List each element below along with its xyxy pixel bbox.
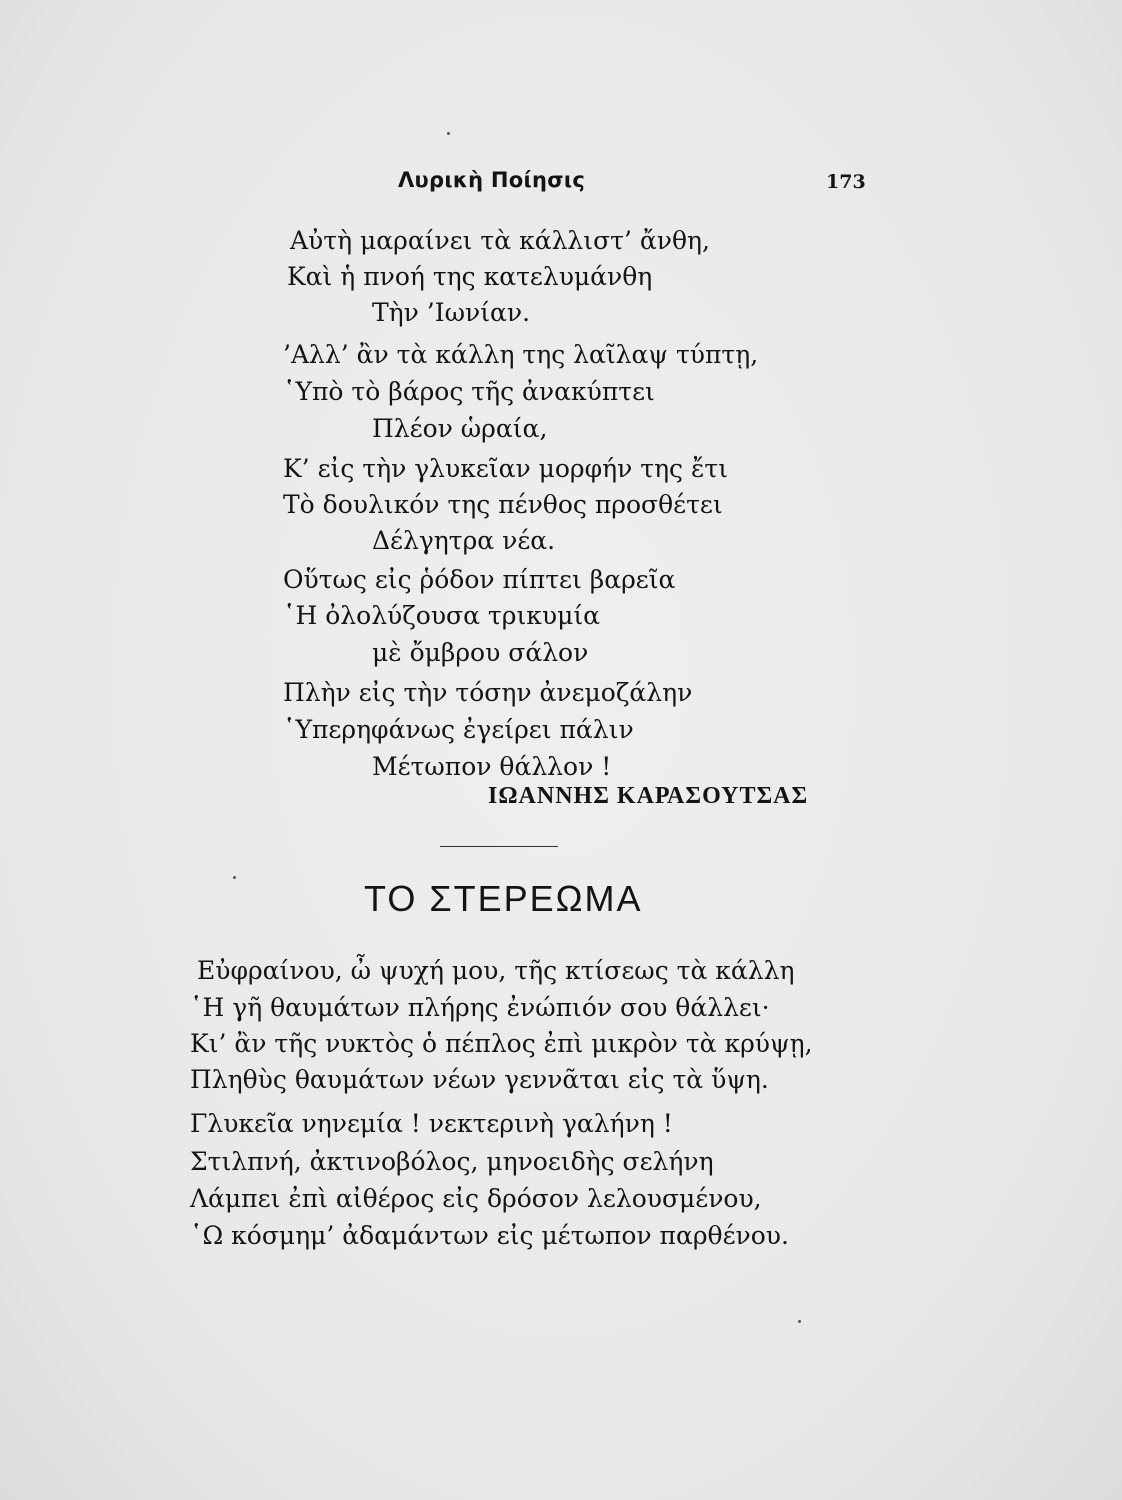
poem-line: ’Αλλ’ ἂν τὰ κάλλη της λαῖλαψ τύπτῃ,	[283, 340, 759, 369]
poem-line: μὲ ὄμβρου σάλον	[372, 638, 589, 667]
poem-line: Καὶ ἡ πνοή της κατελυμάνθη	[287, 262, 653, 291]
poem-line: Στιλπνή, ἀκτινοβόλος, μηνοειδὴς σελήνη	[190, 1147, 714, 1176]
poem-line: Εὐφραίνου, ὦ ψυχή μου, τῆς κτίσεως τὰ κάλλη	[197, 956, 795, 985]
poem-line: Τὴν ’Ιωνίαν.	[372, 298, 531, 327]
paper-speck	[798, 1320, 801, 1323]
poem-line: Αὐτὴ μαραίνει τὰ κάλλιστ’ ἄνθη,	[290, 226, 710, 255]
poem-line: ῾Ω κόσμημ’ ἀδαμάντων εἰς μέτωπον παρθένου.	[190, 1221, 789, 1250]
paper-speck	[447, 132, 450, 135]
poem-line: Μέτωπον θάλλον !	[372, 752, 612, 781]
poem-line: Κι’ ἂν τῆς νυκτὸς ὁ πέπλος ἐπὶ μικρὸν τὰ κρύψῃ,	[190, 1029, 813, 1058]
poem-line: ῾Υπερηφάνως ἐγείρει πάλιν	[283, 715, 634, 744]
poem-line: ῾Η γῆ θαυμάτων πλήρης ἐνώπιόν σου θάλλει·	[190, 993, 770, 1022]
poem-line: Πληθὺς θαυμάτων νέων γεννᾶται εἰς τὰ ὕψη.	[190, 1065, 769, 1094]
poem-line: ῾Υπὸ τὸ βάρος τῆς ἀνακύπτει	[283, 377, 655, 406]
poem-author: ΙΩΑΝΝΗΣ ΚΑΡΑΣΟΥΤΣΑΣ	[488, 783, 809, 809]
page-number: 173	[826, 171, 866, 193]
poem-line: Πλὴν εἰς τὴν τόσην ἀνεμοζάλην	[283, 678, 693, 707]
running-title: Λυρικὴ Ποίησις	[398, 168, 586, 192]
poem-line: Λάμπει ἐπὶ αἰθέρος εἰς δρόσον λελουσμένου,	[190, 1184, 762, 1213]
poem-title: ΤΟ ΣΤΕΡΕΩΜΑ	[364, 878, 643, 919]
poem-line: ῾Η ὀλολύζουσα τρικυμία	[283, 601, 601, 630]
poem-line: Πλέον ὡραία,	[372, 414, 548, 443]
paper-speck	[233, 876, 236, 879]
poem-line: Οὕτως εἰς ῥόδον πίπτει βαρεῖα	[283, 565, 676, 594]
poem-line: Δέλγητρα νέα.	[372, 526, 556, 555]
poem-line: Τὸ δουλικόν της πένθος προσθέτει	[283, 490, 723, 519]
section-divider	[440, 846, 558, 847]
poem-line: Γλυκεῖα νηνεμία ! νεκτερινὴ γαλήνη !	[190, 1109, 673, 1138]
poem-line: Κ’ εἰς τὴν γλυκεῖαν μορφήν της ἔτι	[283, 454, 729, 483]
